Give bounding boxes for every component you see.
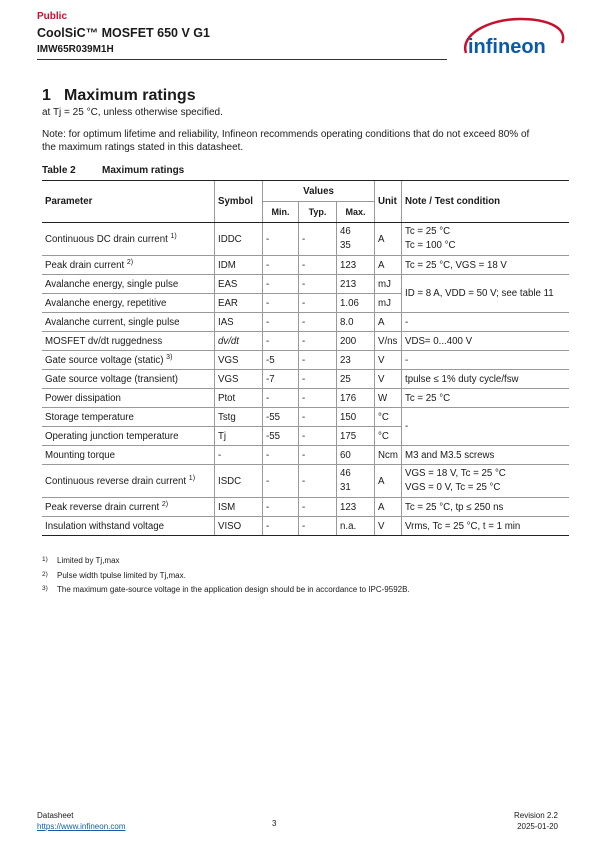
row-unit: A	[375, 465, 402, 498]
col-header-unit: Unit	[375, 181, 402, 223]
row-parameter: Avalanche current, single pulse	[42, 313, 215, 332]
footnote-3	[42, 585, 410, 594]
row-max: n.a.	[337, 517, 375, 536]
row-unit: A	[375, 313, 402, 332]
row-typ: -	[299, 351, 337, 370]
row-min: -	[263, 223, 299, 256]
row-typ: -	[299, 446, 337, 465]
row-max: 176	[337, 389, 375, 408]
row-condition: Vrms, Tc = 25 °C, t = 1 min	[402, 517, 570, 536]
row-symbol: IDM	[215, 256, 263, 275]
row-max-2: 35	[340, 240, 351, 251]
col-header-note: Note / Test condition	[402, 181, 570, 223]
row-min: -5	[263, 351, 299, 370]
row-condition: Tc = 25 °C, VGS = 18 V	[402, 256, 570, 275]
row-symbol: Ptot	[215, 389, 263, 408]
table-row	[42, 517, 569, 536]
footnote-mark: 3)	[42, 585, 48, 592]
row-unit: Ncm	[375, 446, 402, 465]
table-title: Maximum ratings	[102, 165, 185, 176]
footnote-text: Limited by Tj,max	[57, 556, 120, 565]
row-min: -	[263, 389, 299, 408]
infineon-logo	[458, 15, 570, 69]
row-min: -	[263, 313, 299, 332]
row-min: -55	[263, 408, 299, 427]
footer-page-number: 3	[272, 819, 277, 828]
table-row	[42, 256, 569, 275]
row-max: 25	[337, 370, 375, 389]
row-max: 23	[337, 351, 375, 370]
row-symbol: EAR	[215, 294, 263, 313]
row-min: -55	[263, 427, 299, 446]
col-header-symbol: Symbol	[215, 181, 263, 223]
row-max: 1.06	[337, 294, 375, 313]
row-typ: -	[299, 332, 337, 351]
section-condition: at Tj = 25 °C, unless otherwise specified.	[42, 107, 223, 118]
row-typ: -	[299, 256, 337, 275]
table-row	[42, 370, 569, 389]
row-typ: -	[299, 517, 337, 536]
row-condition: Tc = 25 °C	[402, 389, 570, 408]
row-symbol: IAS	[215, 313, 263, 332]
row-min: -	[263, 256, 299, 275]
section-number: 1	[42, 87, 51, 104]
row-condition: VGS = 18 V, Tc = 25 °C	[405, 468, 506, 479]
footnote-mark: 1)	[42, 556, 48, 563]
table-number: Table 2	[42, 165, 76, 176]
row-condition-2: VGS = 0 V, Tc = 25 °C	[405, 482, 501, 493]
row-symbol: IDDC	[215, 223, 263, 256]
row-max: 213	[337, 275, 375, 294]
row-symbol: VGS	[215, 370, 263, 389]
row-unit: mJ	[375, 275, 402, 294]
row-unit: A	[375, 498, 402, 517]
classification-label: Public	[37, 11, 68, 22]
row-max: 200	[337, 332, 375, 351]
row-min: -	[263, 294, 299, 313]
table-row	[42, 275, 569, 294]
footer-date: 2025-01-20	[517, 822, 558, 831]
footnote-ref: 3)	[166, 353, 173, 361]
row-unit: V	[375, 351, 402, 370]
product-title: CoolSiC™ MOSFET 650 V G1	[37, 26, 210, 40]
col-header-min: Min.	[263, 202, 299, 223]
row-condition: tpulse ≤ 1% duty cycle/fsw	[402, 370, 570, 389]
row-parameter: Mounting torque	[42, 446, 215, 465]
section-note: Note: for optimum lifetime and reliability, Infineon recommends operating conditions that do not exceed 80% of the maximum ratings stated in this datasheet.	[42, 129, 530, 153]
row-symbol: EAS	[215, 275, 263, 294]
row-min: -	[263, 517, 299, 536]
row-condition: VDS= 0...400 V	[402, 332, 570, 351]
footnote-text: The maximum gate-source voltage in the application design should be in accordance to IPC-9592B.	[57, 585, 410, 594]
row-unit: V/ns	[375, 332, 402, 351]
row-parameter: Power dissipation	[42, 389, 215, 408]
row-symbol: VISO	[215, 517, 263, 536]
row-min: -7	[263, 370, 299, 389]
row-parameter: Storage temperature	[42, 408, 215, 427]
row-min: -	[263, 498, 299, 517]
row-symbol: dv/dt	[215, 332, 263, 351]
footer-doc-type: Datasheet	[37, 811, 74, 820]
row-parameter: Gate source voltage (transient)	[42, 370, 215, 389]
row-condition: Tc = 25 °C	[405, 226, 451, 237]
row-parameter: MOSFET dv/dt ruggedness	[42, 332, 215, 351]
row-symbol: -	[215, 446, 263, 465]
table-row	[42, 351, 569, 370]
table-row	[42, 223, 569, 256]
row-parameter: Insulation withstand voltage	[42, 517, 215, 536]
table-row	[42, 408, 569, 427]
row-max: 175	[337, 427, 375, 446]
row-max: 150	[337, 408, 375, 427]
row-condition: M3 and M3.5 screws	[402, 446, 570, 465]
row-symbol: Tj	[215, 427, 263, 446]
footer-website-link[interactable]: https://www.infineon.com	[37, 822, 126, 831]
footnote-ref: 2)	[126, 258, 134, 266]
row-typ: -	[299, 408, 337, 427]
table-row	[42, 446, 569, 465]
row-typ: -	[299, 294, 337, 313]
row-max-2: 31	[340, 482, 351, 493]
row-max: 46	[340, 226, 351, 237]
section-title: Maximum ratings	[64, 87, 196, 104]
row-symbol: VGS	[215, 351, 263, 370]
footnote-1	[42, 556, 120, 565]
table-row	[42, 498, 569, 517]
row-parameter: Gate source voltage (static)	[45, 355, 164, 367]
col-header-max: Max.	[337, 202, 375, 223]
row-min: -	[263, 332, 299, 351]
row-unit: A	[375, 223, 402, 256]
row-unit: °C	[375, 408, 402, 427]
part-number: IMW65R039M1H	[37, 44, 114, 55]
row-symbol: ISDC	[215, 465, 263, 498]
row-parameter: Continuous reverse drain current	[45, 476, 187, 488]
table-caption	[42, 165, 184, 176]
row-min: -	[263, 446, 299, 465]
col-header-parameter: Parameter	[42, 181, 215, 223]
row-typ: -	[299, 370, 337, 389]
row-typ: -	[299, 498, 337, 517]
row-typ: -	[299, 465, 337, 498]
footnote-text: Pulse width tpulse limited by Tj,max.	[57, 571, 186, 580]
row-condition: -	[402, 408, 570, 446]
row-min: -	[263, 465, 299, 498]
row-parameter: Avalanche energy, repetitive	[42, 294, 215, 313]
row-condition: ID = 8 A, VDD = 50 V; see table 11	[402, 275, 570, 313]
row-max: 46	[340, 468, 351, 479]
table-row	[42, 389, 569, 408]
row-condition: -	[402, 351, 570, 370]
row-typ: -	[299, 313, 337, 332]
row-unit: °C	[375, 427, 402, 446]
row-condition: Tc = 25 °C, tp ≤ 250 ns	[402, 498, 570, 517]
row-max: 8.0	[337, 313, 375, 332]
footnote-ref: 1)	[170, 232, 177, 240]
row-condition: -	[402, 313, 570, 332]
section-heading	[42, 87, 196, 105]
row-condition-2: Tc = 100 °C	[405, 240, 456, 251]
table-row	[42, 313, 569, 332]
footnote-ref: 2)	[161, 500, 169, 508]
maximum-ratings-table	[42, 180, 569, 536]
row-unit: mJ	[375, 294, 402, 313]
row-typ: -	[299, 275, 337, 294]
row-unit: V	[375, 517, 402, 536]
header-divider	[37, 59, 447, 60]
row-min: -	[263, 275, 299, 294]
col-header-typ: Typ.	[299, 202, 337, 223]
row-unit: A	[375, 256, 402, 275]
row-max: 60	[337, 446, 375, 465]
row-parameter: Operating junction temperature	[42, 427, 215, 446]
row-parameter: Avalanche energy, single pulse	[42, 275, 215, 294]
row-typ: -	[299, 389, 337, 408]
row-symbol: Tstg	[215, 408, 263, 427]
row-typ: -	[299, 427, 337, 446]
footnote-ref: 1)	[188, 474, 196, 482]
table-row	[42, 332, 569, 351]
row-parameter: Peak reverse drain current	[45, 502, 160, 514]
table-row	[42, 465, 569, 498]
row-symbol: ISM	[215, 498, 263, 517]
footnote-2	[42, 571, 186, 580]
row-unit: V	[375, 370, 402, 389]
logo-text: infineon	[468, 36, 546, 58]
row-typ: -	[299, 223, 337, 256]
row-max: 123	[337, 498, 375, 517]
footnote-mark: 2)	[42, 571, 48, 578]
row-parameter: Continuous DC drain current	[45, 234, 168, 246]
row-unit: W	[375, 389, 402, 408]
row-parameter: Peak drain current	[45, 260, 125, 272]
row-max: 123	[337, 256, 375, 275]
col-header-values: Values	[263, 181, 375, 202]
footer-revision: Revision 2.2	[513, 811, 558, 820]
